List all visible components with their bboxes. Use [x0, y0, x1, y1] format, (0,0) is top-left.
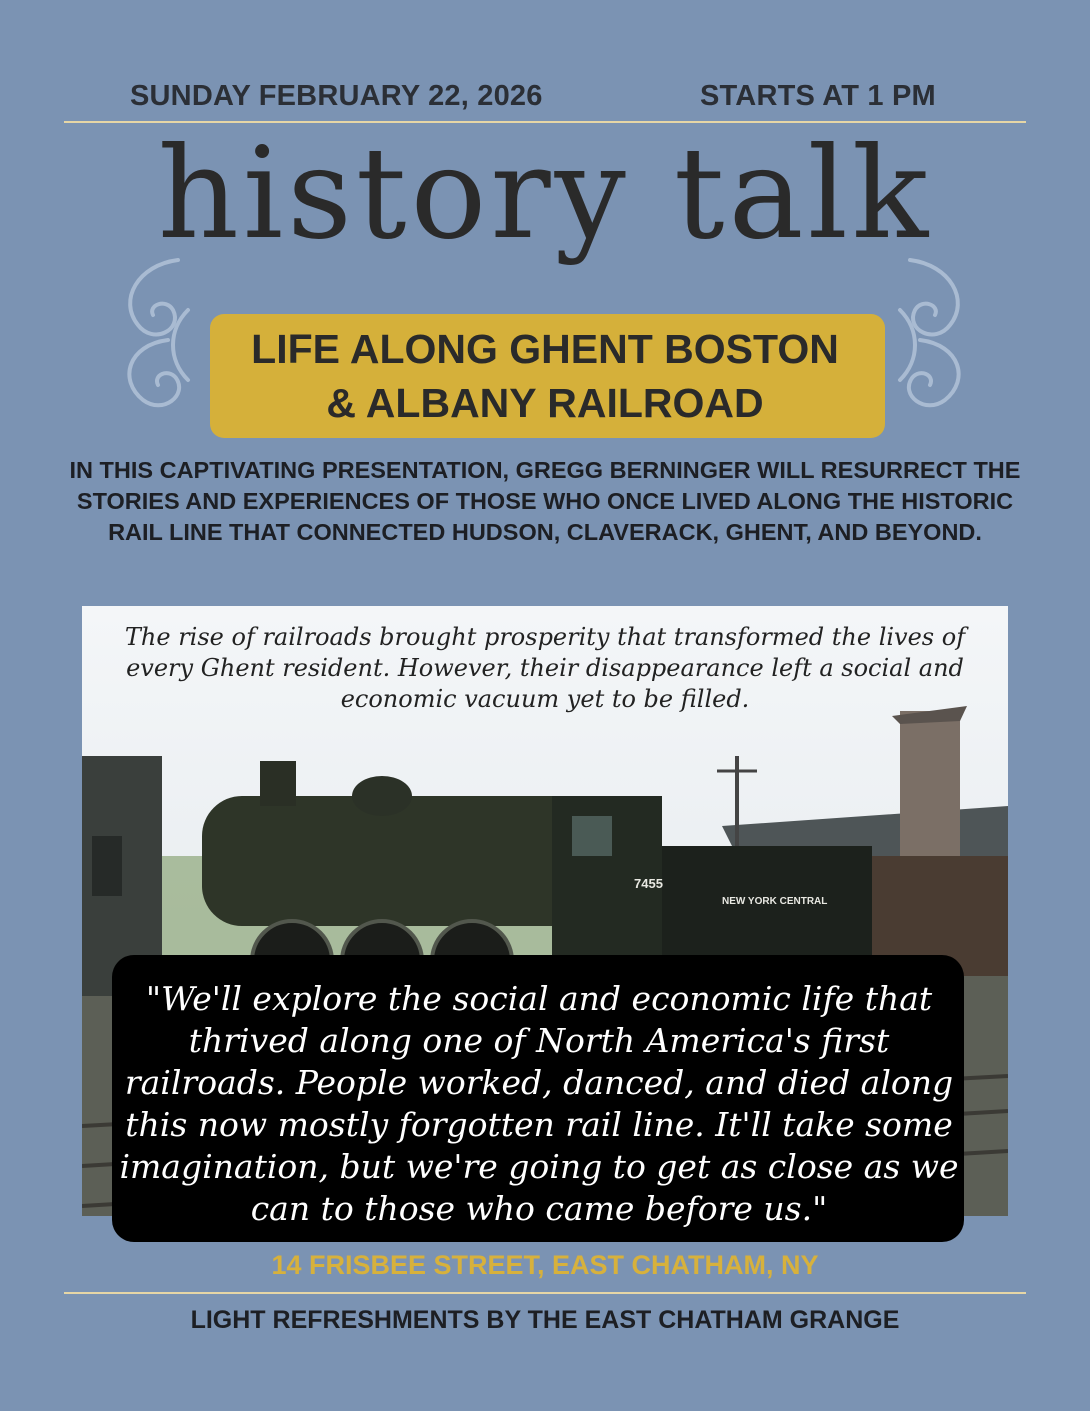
locomotive-number: 7455 [634, 876, 663, 891]
tender-lettering: NEW YORK CENTRAL [722, 896, 828, 907]
subtitle-line-1: LIFE ALONG GHENT BOSTON [251, 326, 839, 372]
event-address: 14 FRISBEE STREET, EAST CHATHAM, NY [271, 1250, 819, 1280]
bottom-divider [64, 1292, 1026, 1294]
event-time: STARTS AT 1 PM [700, 80, 936, 112]
event-date: SUNDAY FEBRUARY 22, 2026 [130, 80, 543, 112]
footer-note: LIGHT REFRESHMENTS BY THE EAST CHATHAM GRANGE [190, 1306, 900, 1334]
quote-text: "We'll explore the social and economic life that thrived along one of North America's first railroads. People worked, danced, and died along this now mostly forgotten rail line. It'll take some imagination, but we're going to get as close as we can to those who came before us." [119, 979, 959, 1228]
subtitle-line-2: & ALBANY RAILROAD [326, 380, 764, 426]
photo-caption: The rise of railroads brought prosperity that transformed the lives of every Ghent resident. However, their disappearance left a social and economic vacuum yet to be filled. [124, 623, 966, 713]
intro-paragraph: IN THIS CAPTIVATING PRESENTATION, GREGG BERNINGER WILL RESURRECT THE STORIES AND EXPERIENCES OF THOSE WHO ONCE LIVED ALONG THE HISTORIC RAIL LINE THAT CONNECTED HUDSON, CLAVERACK, GHENT, AND BEYOND. [69, 457, 1021, 545]
page-title: history talk [157, 120, 933, 267]
